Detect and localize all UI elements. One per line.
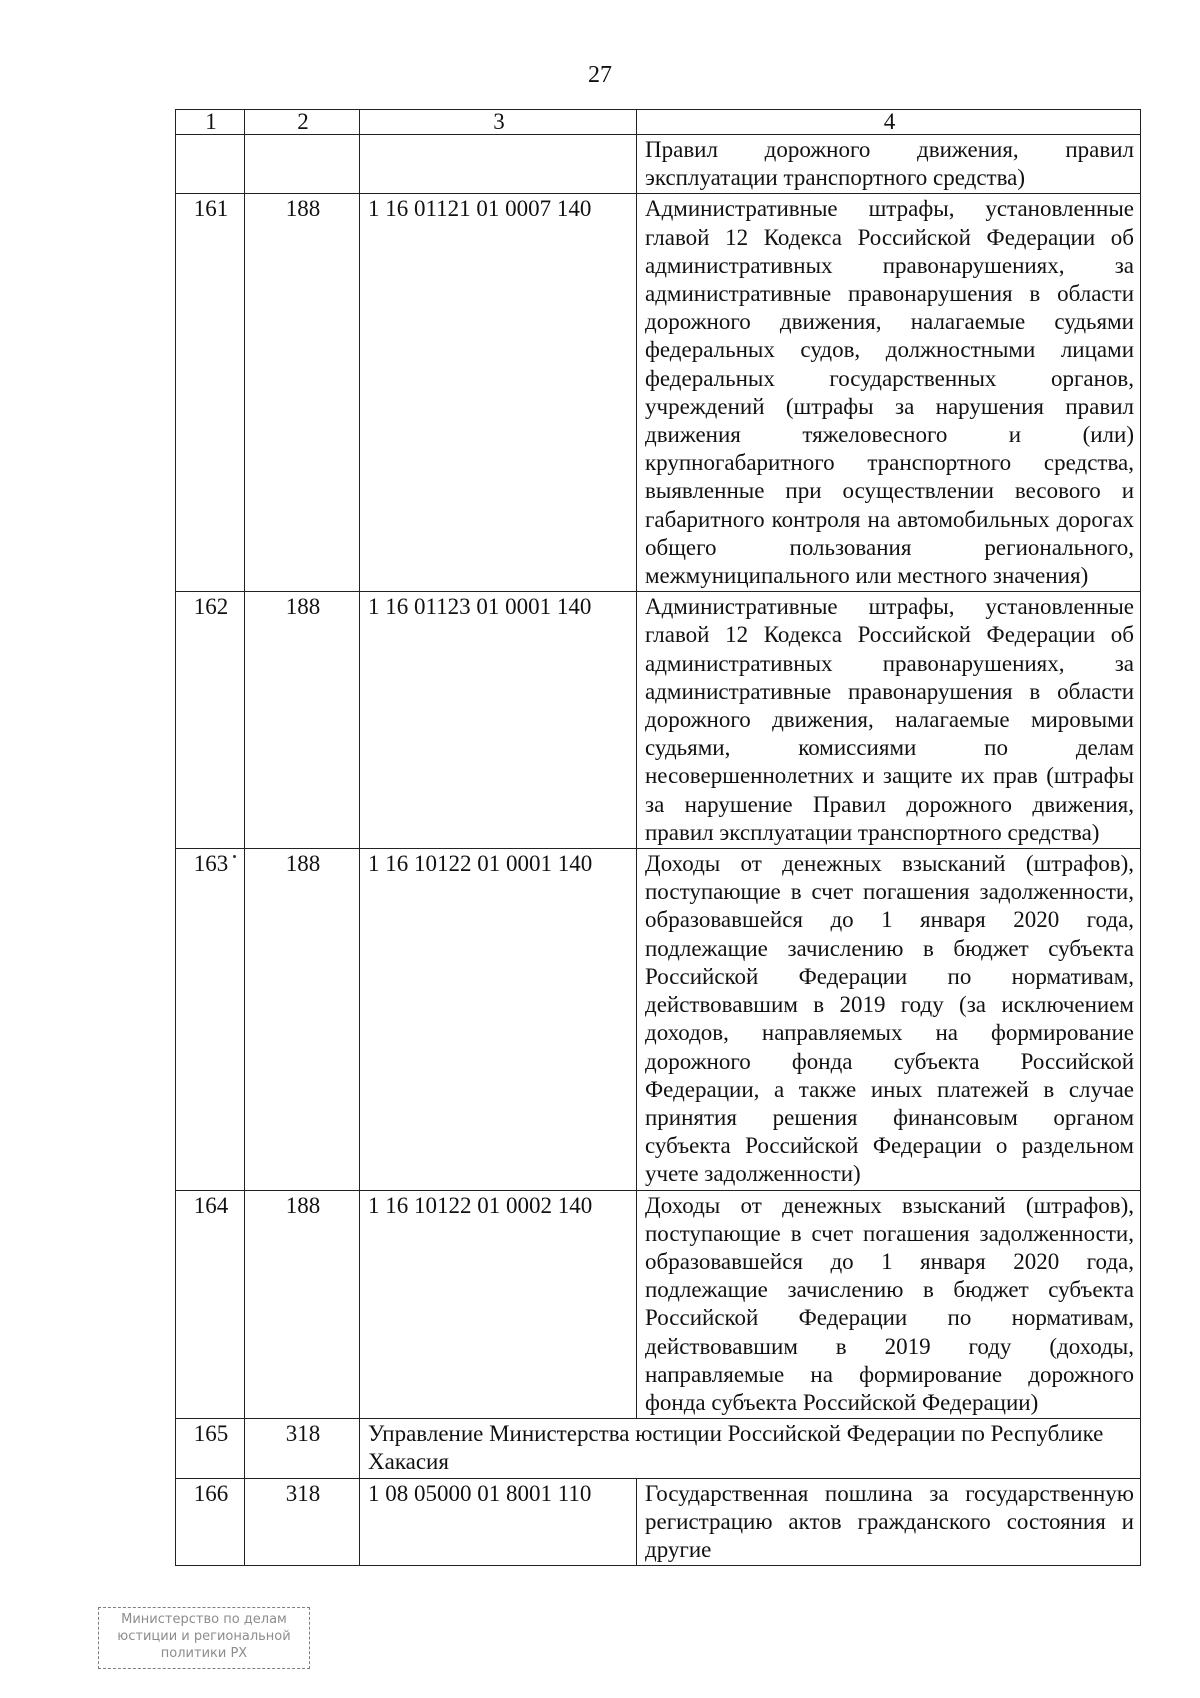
continuation-text: Правил дорожного движения, правил эксплуатации транспортного средства)	[637, 135, 1141, 194]
row-number: 163	[176, 849, 245, 1190]
table-row	[176, 1190, 1141, 1419]
column-header-2: 2	[245, 110, 360, 135]
budget-classification-code: 1 08 05000 01 8001 110	[360, 1478, 637, 1566]
row-number: 166	[176, 1478, 245, 1566]
registration-stamp	[98, 1607, 310, 1669]
budget-codes-table	[175, 109, 1141, 1566]
administrator-name: Управление Министерства юстиции Российской Федерации по Республике Хакасия	[360, 1419, 1141, 1478]
row-number: 165	[176, 1419, 245, 1478]
income-description: Административные штрафы, установленные главой 12 Кодекса Российской Федерации об административных правонарушениях, за административные правонарушения в области дорожного движения, налагаемые мировыми судьями, комиссиями по делам несовершеннолетних и защите их прав (штрафы за нарушение Правил дорожного движения, правил эксплуатации транспортного средства)	[637, 592, 1141, 849]
column-header-4: 4	[637, 110, 1141, 135]
budget-classification-code: 1 16 10122 01 0002 140	[360, 1190, 637, 1419]
empty-cell	[360, 135, 637, 194]
admin-code: 188	[245, 194, 360, 592]
admin-code: 188	[245, 592, 360, 849]
income-description: Доходы от денежных взысканий (штрафов), поступающие в счет погашения задолженности, образовавшейся до 1 января 2020 года, подлежащие зачислению в бюджет субъекта Российской Федерации по нормативам, действовавшим в 2019 году (доходы, направляемые на формирование дорожного фонда субъекта Российской Федерации)	[637, 1190, 1141, 1419]
row-number: 164	[176, 1190, 245, 1419]
row-number: 161	[176, 194, 245, 592]
table-row	[176, 849, 1141, 1190]
stamp-line: Министерство по делам	[121, 1612, 287, 1627]
empty-cell	[176, 135, 245, 194]
empty-cell	[245, 135, 360, 194]
income-description: Административные штрафы, установленные главой 12 Кодекса Российской Федерации об административных правонарушениях, за административные правонарушения в области дорожного движения, налагаемые судьями федеральных судов, должностными лицами федеральных государственных органов, учреждений (штрафы за нарушения правил движения тяжеловесного и (или) крупногабаритного транспортного средства, выявленные при осуществлении весового и габаритного контроля на автомобильных дорогах общего пользования регионального, межмуниципального или местного значения)	[637, 194, 1141, 592]
income-description: Государственная пошлина за государственную регистрацию актов гражданского состояния и другие	[637, 1478, 1141, 1566]
admin-code: 318	[245, 1419, 360, 1478]
table-header-row	[176, 110, 1141, 135]
row-number: 162	[176, 592, 245, 849]
column-header-1: 1	[176, 110, 245, 135]
budget-classification-code: 1 16 01121 01 0007 140	[360, 194, 637, 592]
table-row	[176, 592, 1141, 849]
admin-code: 188	[245, 1190, 360, 1419]
stamp-line: политики РХ	[160, 1646, 248, 1661]
table-row-administrator	[176, 1419, 1141, 1478]
stamp-line: юстиции и региональной	[117, 1629, 291, 1644]
table-row	[176, 194, 1141, 592]
scan-speck	[233, 855, 236, 858]
budget-classification-code: 1 16 10122 01 0001 140	[360, 849, 637, 1190]
admin-code: 188	[245, 849, 360, 1190]
admin-code: 318	[245, 1478, 360, 1566]
column-header-3: 3	[360, 110, 637, 135]
page-number: 27	[588, 62, 612, 88]
table-row-continuation	[176, 135, 1141, 194]
income-description: Доходы от денежных взысканий (штрафов), поступающие в счет погашения задолженности, образовавшейся до 1 января 2020 года, подлежащие зачислению в бюджет субъекта Российской Федерации по нормативам, действовавшим в 2019 году (за исключением доходов, направляемых на формирование дорожного фонда субъекта Российской Федерации, а также иных платежей в случае принятия решения финансовым органом субъекта Российской Федерации о раздельном учете задолженности)	[637, 849, 1141, 1190]
table-row	[176, 1478, 1141, 1566]
budget-classification-code: 1 16 01123 01 0001 140	[360, 592, 637, 849]
